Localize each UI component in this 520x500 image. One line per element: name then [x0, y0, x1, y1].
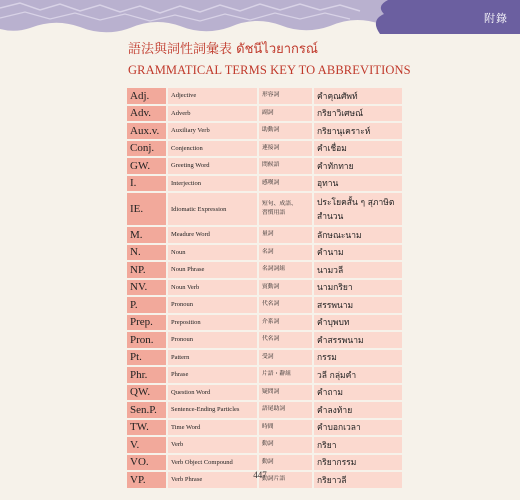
terms-table-body: [127, 88, 402, 488]
thai-term-cell: คำคุณศัพท์: [314, 88, 402, 104]
abbreviation-cell: Pt.: [127, 350, 166, 366]
table-row: [127, 385, 402, 401]
chinese-term-cell: 動詞: [259, 455, 312, 471]
chinese-term-cell: 介系詞: [259, 315, 312, 331]
table-row: [127, 106, 402, 122]
thai-term-cell: คำบอกเวลา: [314, 420, 402, 436]
english-term-cell: Sentence-Ending Particles: [168, 402, 257, 418]
abbreviation-cell: VO.: [127, 455, 166, 471]
abbreviation-cell: Adv.: [127, 106, 166, 122]
table-row: [127, 88, 402, 104]
english-term-cell: Pattern: [168, 350, 257, 366]
english-term-cell: Phrase: [168, 367, 257, 383]
chinese-term-cell: 量詞: [259, 227, 312, 243]
english-term-cell: Verb Phrase: [168, 472, 257, 488]
table-row: [127, 227, 402, 243]
table-row: [127, 245, 402, 261]
english-term-cell: Noun Phrase: [168, 262, 257, 278]
chinese-term-cell: 副詞: [259, 106, 312, 122]
chinese-term-cell: 賓動詞: [259, 280, 312, 296]
thai-term-cell: วลี กลุ่มคำ: [314, 367, 402, 383]
thai-term-cell: กริยานุเคราะห์: [314, 123, 402, 139]
abbreviation-cell: I.: [127, 176, 166, 192]
chinese-term-cell: 代名詞: [259, 297, 312, 313]
chinese-term-cell: 感嘆詞: [259, 176, 312, 192]
chinese-term-cell: 語尾助詞: [259, 402, 312, 418]
chinese-term-cell: 問候語: [259, 158, 312, 174]
header-band: [0, 0, 520, 40]
abbreviation-cell: Conj.: [127, 141, 166, 157]
abbreviation-cell: Sen.P.: [127, 402, 166, 418]
english-term-cell: Verb: [168, 437, 257, 453]
thai-term-cell: กริยา: [314, 437, 402, 453]
appendix-label: 附錄: [484, 12, 508, 25]
table-row: [127, 350, 402, 366]
english-term-cell: Idiomatic Expression: [168, 193, 257, 225]
english-term-cell: Question Word: [168, 385, 257, 401]
chinese-term-cell: 片語・辭組: [259, 367, 312, 383]
chinese-term-cell: 連接詞: [259, 141, 312, 157]
page-title: 語法與詞性詞彙表 ดัชนีไวยากรณ์: [128, 42, 318, 57]
chinese-term-cell: 助動詞: [259, 123, 312, 139]
chinese-term-cell: 代名詞: [259, 332, 312, 348]
table-row: [127, 455, 402, 471]
abbreviation-cell: Pron.: [127, 332, 166, 348]
table-row: [127, 262, 402, 278]
thai-term-cell: สรรพนาม: [314, 297, 402, 313]
table-row: [127, 297, 402, 313]
table-row: [127, 280, 402, 296]
abbreviation-cell: VP.: [127, 472, 166, 488]
abbreviation-cell: QW.: [127, 385, 166, 401]
thai-term-cell: กริยาวลี: [314, 472, 402, 488]
table-row: [127, 141, 402, 157]
abbreviation-cell: TW.: [127, 420, 166, 436]
table-row: [127, 367, 402, 383]
chinese-term-cell: 名詞: [259, 245, 312, 261]
abbreviation-cell: NP.: [127, 262, 166, 278]
abbreviation-cell: Aux.v.: [127, 123, 166, 139]
table-row: [127, 193, 402, 225]
english-term-cell: Pronoun: [168, 332, 257, 348]
thai-term-cell: อุทาน: [314, 176, 402, 192]
abbreviation-cell: Prep.: [127, 315, 166, 331]
english-term-cell: Noun: [168, 245, 257, 261]
english-term-cell: Noun Verb: [168, 280, 257, 296]
english-term-cell: Auxiliary Verb: [168, 123, 257, 139]
abbreviation-cell: IE.: [127, 193, 166, 225]
thai-term-cell: คำเชื่อม: [314, 141, 402, 157]
chinese-term-cell: 時間: [259, 420, 312, 436]
table-row: [127, 332, 402, 348]
english-term-cell: Greeting Word: [168, 158, 257, 174]
english-term-cell: Adverb: [168, 106, 257, 122]
page-subtitle: GRAMMATICAL TERMS KEY TO ABBREVITIONS: [128, 63, 411, 77]
chinese-term-cell: 動詞片語: [259, 472, 312, 488]
table-row: [127, 437, 402, 453]
english-term-cell: Pronoun: [168, 297, 257, 313]
english-term-cell: Time Word: [168, 420, 257, 436]
english-term-cell: Conjenction: [168, 141, 257, 157]
table-row: [127, 420, 402, 436]
abbreviation-cell: P.: [127, 297, 166, 313]
thai-term-cell: ประโยคสั้น ๆ สุภาษิต สำนวน: [314, 193, 402, 225]
abbreviation-cell: Phr.: [127, 367, 166, 383]
abbreviation-cell: V.: [127, 437, 166, 453]
page-number: 447: [253, 470, 267, 480]
chinese-term-cell: 形容詞: [259, 88, 312, 104]
table-row: [127, 402, 402, 418]
chinese-term-cell: 動詞: [259, 437, 312, 453]
abbreviation-cell: GW.: [127, 158, 166, 174]
thai-term-cell: กริยาวิเศษณ์: [314, 106, 402, 122]
table-row: [127, 158, 402, 174]
thai-term-cell: คำนาม: [314, 245, 402, 261]
abbreviation-cell: Adj.: [127, 88, 166, 104]
thai-term-cell: คำบุพบท: [314, 315, 402, 331]
english-term-cell: Interjection: [168, 176, 257, 192]
thai-term-cell: คำถาม: [314, 385, 402, 401]
thai-term-cell: กรรม: [314, 350, 402, 366]
abbreviation-cell: N.: [127, 245, 166, 261]
table-row: [127, 123, 402, 139]
thai-term-cell: นามกริยา: [314, 280, 402, 296]
abbreviation-cell: M.: [127, 227, 166, 243]
thai-term-cell: คำสรรพนาม: [314, 332, 402, 348]
english-term-cell: Verb Object Compound: [168, 455, 257, 471]
table-row: [127, 315, 402, 331]
chinese-term-cell: 名詞詞組: [259, 262, 312, 278]
chinese-term-cell: 疑問詞: [259, 385, 312, 401]
thai-term-cell: ลักษณะนาม: [314, 227, 402, 243]
english-term-cell: Adjective: [168, 88, 257, 104]
thai-term-cell: คำลงท้าย: [314, 402, 402, 418]
chinese-term-cell: 受詞: [259, 350, 312, 366]
chinese-term-cell: 短句、成語、 習慣用語: [259, 193, 312, 225]
thai-term-cell: คำทักทาย: [314, 158, 402, 174]
thai-term-cell: กริยากรรม: [314, 455, 402, 471]
thai-term-cell: นามวลี: [314, 262, 402, 278]
title-block: [128, 42, 428, 79]
table-row: [127, 176, 402, 192]
english-term-cell: Meadure Word: [168, 227, 257, 243]
abbreviation-cell: NV.: [127, 280, 166, 296]
english-term-cell: Preposition: [168, 315, 257, 331]
terms-table: [127, 86, 402, 490]
